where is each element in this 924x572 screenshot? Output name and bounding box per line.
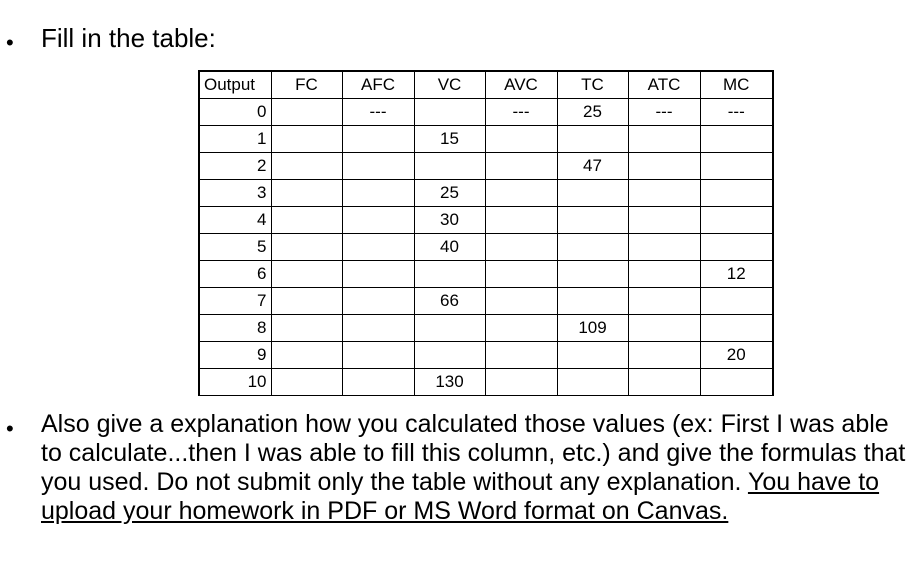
cell-vc: 40 xyxy=(414,233,485,260)
cell-tc xyxy=(557,206,628,233)
cell-avc xyxy=(485,233,557,260)
upload-instructions-underlined: You have to upload your homework in PDF or MS Word format on Canvas. xyxy=(41,468,880,525)
table-row xyxy=(199,341,773,368)
cell-atc xyxy=(628,260,700,287)
cell-fc xyxy=(271,341,342,368)
cell-vc xyxy=(414,98,485,125)
cell-tc xyxy=(557,233,628,260)
cell-tc xyxy=(557,287,628,314)
cell-vc xyxy=(414,152,485,179)
table-header-row xyxy=(199,71,773,98)
cell-fc xyxy=(271,287,342,314)
cell-vc: 130 xyxy=(414,368,485,395)
cell-output: 0 xyxy=(199,98,271,125)
header-mc: MC xyxy=(700,71,773,98)
cell-atc xyxy=(628,125,700,152)
cell-fc xyxy=(271,314,342,341)
cell-afc xyxy=(342,287,414,314)
cell-tc xyxy=(557,125,628,152)
cell-avc xyxy=(485,287,557,314)
cell-avc xyxy=(485,314,557,341)
instructions-paragraph xyxy=(41,410,911,526)
cell-afc xyxy=(342,260,414,287)
cell-output: 3 xyxy=(199,179,271,206)
cell-fc xyxy=(271,152,342,179)
cell-afc xyxy=(342,125,414,152)
cell-atc xyxy=(628,287,700,314)
cell-avc xyxy=(485,179,557,206)
header-fc: FC xyxy=(271,71,342,98)
cell-fc xyxy=(271,125,342,152)
cell-output: 2 xyxy=(199,152,271,179)
cell-fc xyxy=(271,98,342,125)
cell-atc xyxy=(628,341,700,368)
cell-vc: 15 xyxy=(414,125,485,152)
header-output: Output xyxy=(199,71,271,98)
cell-atc xyxy=(628,206,700,233)
cell-avc xyxy=(485,125,557,152)
cell-output: 7 xyxy=(199,287,271,314)
cell-fc xyxy=(271,233,342,260)
cell-fc xyxy=(271,206,342,233)
cell-output: 10 xyxy=(199,368,271,395)
cell-afc xyxy=(342,233,414,260)
cell-mc xyxy=(700,233,773,260)
cell-vc: 30 xyxy=(414,206,485,233)
cell-output: 1 xyxy=(199,125,271,152)
header-tc: TC xyxy=(557,71,628,98)
table-row xyxy=(199,287,773,314)
cell-afc xyxy=(342,179,414,206)
cell-tc xyxy=(557,341,628,368)
cell-mc xyxy=(700,179,773,206)
cell-vc xyxy=(414,314,485,341)
cell-afc xyxy=(342,152,414,179)
table-row xyxy=(199,125,773,152)
cell-output: 4 xyxy=(199,206,271,233)
table-row xyxy=(199,206,773,233)
cell-afc xyxy=(342,368,414,395)
cell-mc xyxy=(700,314,773,341)
cell-avc xyxy=(485,368,557,395)
cell-vc xyxy=(414,341,485,368)
header-avc: AVC xyxy=(485,71,557,98)
table-row xyxy=(199,179,773,206)
cell-atc xyxy=(628,179,700,206)
cell-tc: 47 xyxy=(557,152,628,179)
cell-avc xyxy=(485,206,557,233)
header-afc: AFC xyxy=(342,71,414,98)
cell-afc: --- xyxy=(342,98,414,125)
cell-fc xyxy=(271,179,342,206)
cell-mc xyxy=(700,368,773,395)
cell-mc: --- xyxy=(700,98,773,125)
table-body xyxy=(199,98,773,395)
cell-vc: 25 xyxy=(414,179,485,206)
cell-fc xyxy=(271,368,342,395)
cell-tc xyxy=(557,179,628,206)
bullet-marker: • xyxy=(6,30,14,55)
cell-avc xyxy=(485,152,557,179)
cell-atc: --- xyxy=(628,98,700,125)
cell-mc xyxy=(700,125,773,152)
cell-output: 8 xyxy=(199,314,271,341)
cell-atc xyxy=(628,314,700,341)
cell-vc xyxy=(414,260,485,287)
cell-tc xyxy=(557,368,628,395)
cell-mc xyxy=(700,206,773,233)
cell-avc: --- xyxy=(485,98,557,125)
instructions-text: Also give a explanation how you calculated those values (ex: First I was able to calculate...then I was able to fill this column, etc.) and give the formulas that you used. Do not submit only the table without any explanation. xyxy=(41,410,906,496)
heading-text: Fill in the table: xyxy=(41,23,216,53)
cell-afc xyxy=(342,206,414,233)
cell-atc xyxy=(628,152,700,179)
cost-table xyxy=(198,70,774,396)
cell-output: 6 xyxy=(199,260,271,287)
bullet-marker: • xyxy=(6,416,14,441)
table-row xyxy=(199,98,773,125)
table-row xyxy=(199,314,773,341)
cell-tc xyxy=(557,260,628,287)
header-atc: ATC xyxy=(628,71,700,98)
cell-avc xyxy=(485,341,557,368)
table-row xyxy=(199,368,773,395)
table-row xyxy=(199,152,773,179)
cell-mc: 12 xyxy=(700,260,773,287)
cell-output: 5 xyxy=(199,233,271,260)
cell-mc xyxy=(700,287,773,314)
header-vc: VC xyxy=(414,71,485,98)
cell-mc xyxy=(700,152,773,179)
table-row xyxy=(199,260,773,287)
cell-afc xyxy=(342,341,414,368)
cell-tc: 25 xyxy=(557,98,628,125)
cell-atc xyxy=(628,368,700,395)
cell-mc: 20 xyxy=(700,341,773,368)
cell-fc xyxy=(271,260,342,287)
cell-tc: 109 xyxy=(557,314,628,341)
cell-vc: 66 xyxy=(414,287,485,314)
cell-avc xyxy=(485,260,557,287)
cell-afc xyxy=(342,314,414,341)
table-row xyxy=(199,233,773,260)
cell-atc xyxy=(628,233,700,260)
cell-output: 9 xyxy=(199,341,271,368)
